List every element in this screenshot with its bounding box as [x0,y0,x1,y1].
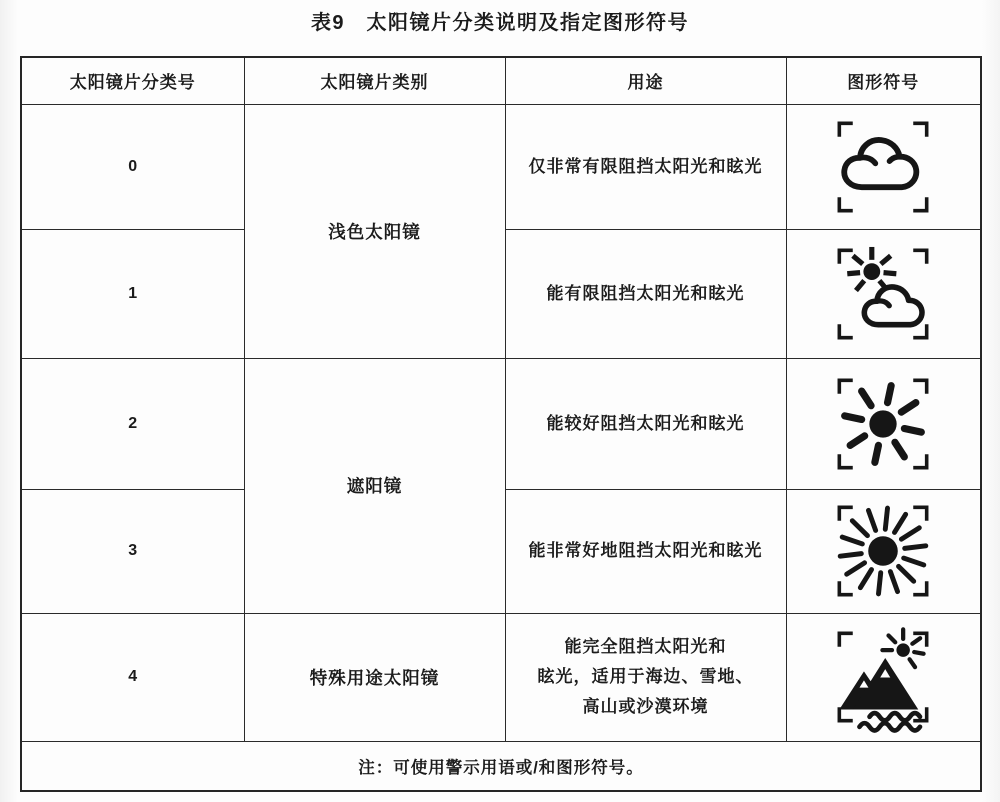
mountain-sun-sea-icon [827,621,939,733]
cell-use: 能较好阻挡太阳光和眩光 [505,358,786,489]
cell-symbol [786,613,981,741]
header-use: 用途 [505,57,786,104]
table-row [21,358,981,489]
table-row [21,613,981,741]
cell-class-no: 4 [21,613,244,741]
header-symbol: 图形符号 [786,57,981,104]
sun-behind-cloud-icon [827,238,939,350]
cell-category-shade: 遮阳镜 [244,358,505,613]
table-note: 注：可使用警示用语或/和图形符号。 [21,741,981,791]
cell-symbol [786,104,981,229]
cell-symbol [786,489,981,613]
cell-category-light: 浅色太阳镜 [244,104,505,358]
cell-symbol [786,358,981,489]
cell-symbol [786,229,981,358]
cell-class-no: 1 [21,229,244,358]
cell-category-special: 特殊用途太阳镜 [244,613,505,741]
cell-class-no: 2 [21,358,244,489]
cell-use: 仅非常有限阻挡太阳光和眩光 [505,104,786,229]
use-line: 能完全阻挡太阳光和 [564,637,727,656]
classification-table [20,56,982,792]
use-line: 眩光，适用于海边、雪地、 [537,667,754,686]
note-row [21,741,981,791]
header-row [21,57,981,104]
use-line: 高山或沙漠环境 [582,697,709,716]
header-class-no: 太阳镜片分类号 [21,57,244,104]
cell-use [505,613,786,741]
cloud-icon [827,111,939,223]
cell-use: 能非常好地阻挡太阳光和眩光 [505,489,786,613]
bright-sun-icon [827,495,939,607]
sun-icon [827,368,939,480]
table-row [21,104,981,229]
header-category: 太阳镜片类别 [244,57,505,104]
cell-class-no: 0 [21,104,244,229]
cell-use: 能有限阻挡太阳光和眩光 [505,229,786,358]
table-title: 表9 太阳镜片分类说明及指定图形符号 [310,12,690,34]
cell-class-no: 3 [21,489,244,613]
